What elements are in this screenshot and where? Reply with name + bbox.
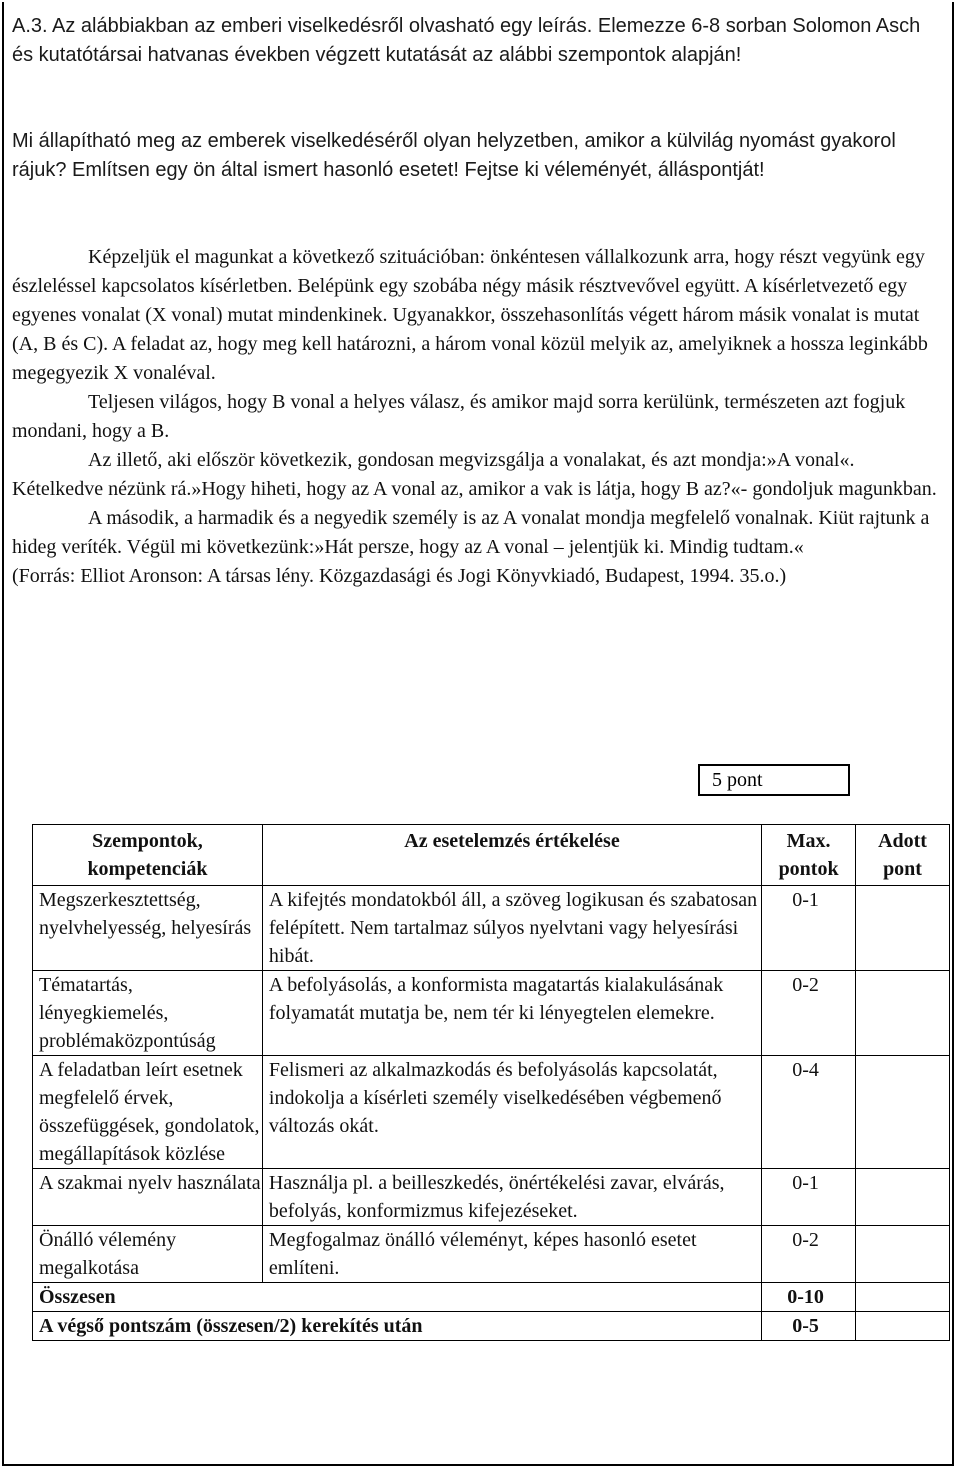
- criteria-cell: A feladatban leírt esetnek megfelelő érvek, összefüggések, gondolatok, megállapítások közlése: [33, 1056, 263, 1169]
- max-points-cell: 0-1: [762, 886, 856, 971]
- criteria-cell: A szakmai nyelv használata: [33, 1169, 263, 1226]
- table-row: [33, 1226, 950, 1283]
- header-evaluation: Az esetelemzés értékelése: [262, 825, 761, 886]
- final-score-row: [33, 1312, 950, 1341]
- evaluation-cell: Használja pl. a beilleszkedés, önértékelési zavar, elvárás, befolyás, konformizmus kifejezéseket.: [262, 1169, 761, 1226]
- total-row: [33, 1283, 950, 1312]
- story-paragraph: A második, a harmadik és a negyedik személy is az A vonalat mondja megfelelő vonalnak. Kiüt rajtunk a hideg veríték. Végül mi következünk:»Hát persze, hogy az A vonal – jelentjük ki. Mindig tudtam.«: [12, 507, 930, 558]
- total-given-cell[interactable]: [856, 1283, 950, 1312]
- table-row: [33, 1056, 950, 1169]
- table-row: [33, 886, 950, 971]
- story-text: [12, 243, 942, 591]
- task-question: Mi állapítható meg az emberek viselkedéséről olyan helyzetben, amikor a külvilág nyomást gyakorol rájuk? Említsen egy ön által ismert hasonló esetet! Fejtse ki véleményét, álláspontját!: [12, 130, 896, 181]
- max-points-cell: 0-4: [762, 1056, 856, 1169]
- scoring-table: [32, 824, 950, 1341]
- task-instruction: A.3. Az alábbiakban az emberi viselkedésről olvasható egy leírás. Elemezze 6-8 sorban Solomon Asch és kutatótársai hatvanas években végzett kutatását az alábbi szempontok alapján!: [12, 15, 921, 66]
- given-points-cell[interactable]: [856, 971, 950, 1056]
- evaluation-cell: Megfogalmaz önálló véleményt, képes hasonló esetet említeni.: [262, 1226, 761, 1283]
- criteria-cell: Tématartás, lényegkiemelés, problémaközpontúság: [33, 971, 263, 1056]
- criteria-cell: Önálló vélemény megalkotása: [33, 1226, 263, 1283]
- header-given: Adott pont: [856, 825, 950, 886]
- points-box: 5 pont: [698, 764, 850, 796]
- evaluation-cell: Felismeri az alkalmazkodás és befolyásolás kapcsolatát, indokolja a kísérleti személy viselkedésében végbemenő változás okát.: [262, 1056, 761, 1169]
- criteria-cell: Megszerkesztettség, nyelvhelyesség, helyesírás: [33, 886, 263, 971]
- table-row: [33, 1169, 950, 1226]
- evaluation-cell: A befolyásolás, a konformista magatartás kialakulásának folyamatát mutatja be, nem tér ki lényegtelen elemekre.: [262, 971, 761, 1056]
- story-paragraph: Az illető, aki először következik, gondosan megvizsgálja a vonalakat, és azt mondja:»A vonal«. Kételkedve nézünk rá.»Hogy hiheti, hogy az A vonal az, amikor a vak is látja, hogy B az?«- gondoljuk magunkban.: [12, 449, 937, 500]
- given-points-cell[interactable]: [856, 1226, 950, 1283]
- max-points-cell: 0-2: [762, 971, 856, 1056]
- header-criteria: Szempontok, kompetenciák: [33, 825, 263, 886]
- final-given-cell[interactable]: [856, 1312, 950, 1341]
- source-citation: (Forrás: Elliot Aronson: A társas lény. Közgazdasági és Jogi Könyvkiadó, Budapest, 1994. 35.o.): [12, 565, 787, 587]
- given-points-cell[interactable]: [856, 886, 950, 971]
- story-paragraph: Képzeljük el magunkat a következő szituációban: önkéntesen vállalkozunk arra, hogy részt vegyünk egy észleléssel kapcsolatos kísérletben. Belépünk egy szobába négy másik résztvevővel együtt. A kísérletvezető egy egyenes vonalat (X vonal) mutat mindenkinek. Ugyanakkor, összehasonlítás végett három másik vonalat is mutat (A, B és C). A feladat az, hogy meg kell határozni, a három vonal közül melyik az, amelyiknek a hossza leginkább megegyezik X vonaléval.: [12, 246, 928, 384]
- final-score-max: 0-5: [762, 1312, 856, 1341]
- total-label: Összesen: [33, 1283, 762, 1312]
- evaluation-cell: A kifejtés mondatokból áll, a szöveg logikusan és szabatosan felépített. Nem tartalmaz súlyos nyelvtani vagy helyesírási hibát.: [262, 886, 761, 971]
- final-score-label: A végső pontszám (összesen/2) kerekítés után: [33, 1312, 762, 1341]
- table-row: [33, 971, 950, 1056]
- max-points-cell: 0-2: [762, 1226, 856, 1283]
- total-max: 0-10: [762, 1283, 856, 1312]
- header-max: Max. pontok: [762, 825, 856, 886]
- given-points-cell[interactable]: [856, 1169, 950, 1226]
- given-points-cell[interactable]: [856, 1056, 950, 1169]
- max-points-cell: 0-1: [762, 1169, 856, 1226]
- story-paragraph: Teljesen világos, hogy B vonal a helyes válasz, és amikor majd sorra kerülünk, természeten azt fogjuk mondani, hogy a B.: [12, 391, 906, 442]
- table-header-row: [33, 825, 950, 886]
